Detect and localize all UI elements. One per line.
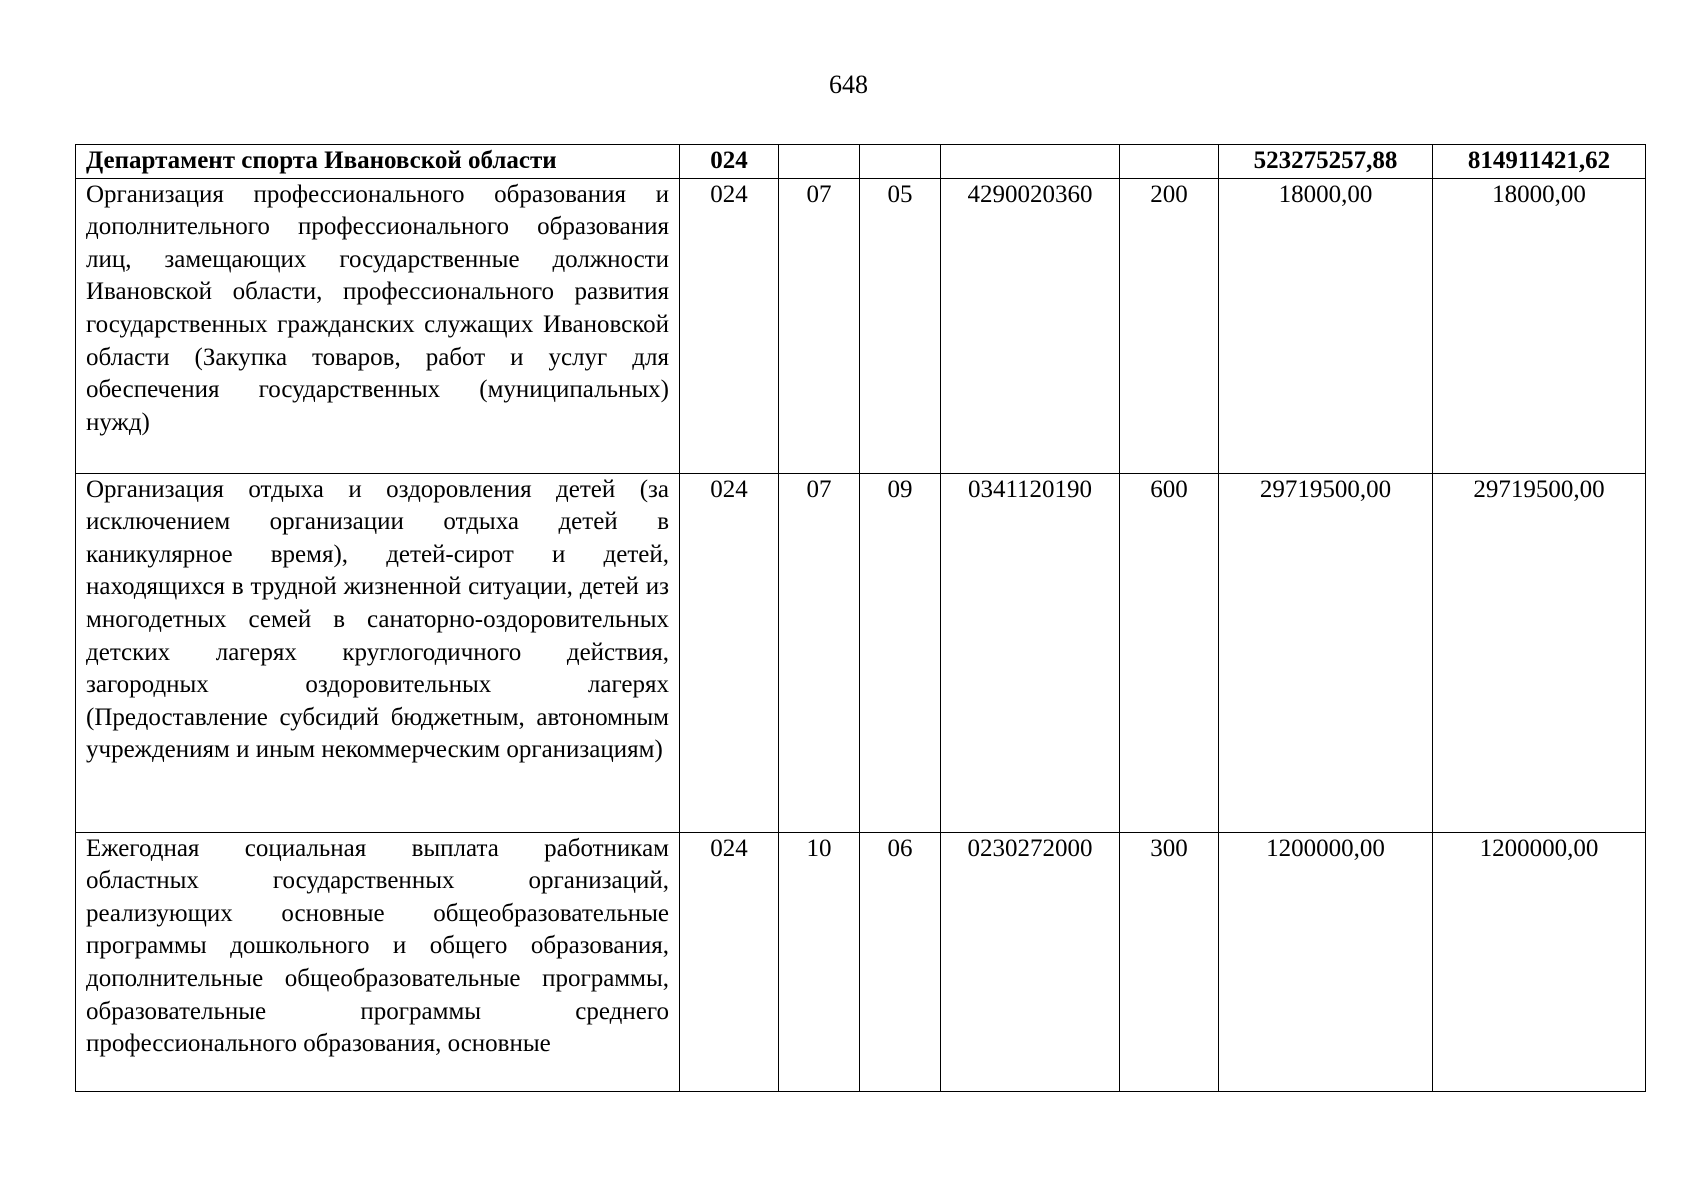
- row-subsection: 05: [860, 178, 941, 473]
- row-description: Организация профессионального образования и дополнительного профессионального образования лиц, замещающих государственные должности Ивановской области, профессионального развития государственных гражданских служащих Ивановской области (Закупка товаров, работ и услуг для обеспечения государственных (муниципальных) нужд): [76, 178, 680, 473]
- row-subsection: 09: [860, 473, 941, 832]
- row-target: 0341120190: [941, 473, 1120, 832]
- row-section: 10: [779, 832, 860, 1091]
- amount-2-total: 814911421,62: [1433, 145, 1646, 179]
- subsection-cell: [860, 145, 941, 179]
- row-description: Организация отдыха и оздоровления детей (за исключением организации отдыха детей в каникулярное время), детей-сирот и детей, находящихся в трудной жизненной ситуации, детей из многодетных семей в санаторно-оздоровительных детских лагерях круглогодичного действия, загородных оздоровительных лагерях (Предоставление субсидий бюджетным, автономным учреждениям и иным некоммерческим организациям): [76, 473, 680, 832]
- expense-type-cell: [1120, 145, 1219, 179]
- row-target: 4290020360: [941, 178, 1120, 473]
- page-number: 648: [829, 70, 868, 99]
- row-amount-1: 18000,00: [1219, 178, 1433, 473]
- row-code: 024: [680, 473, 779, 832]
- department-name: Департамент спорта Ивановской области: [76, 145, 680, 179]
- table-row: [76, 832, 1646, 1091]
- budget-table: [75, 144, 1646, 1092]
- table-header-row: [76, 145, 1646, 179]
- row-expense-type: 300: [1120, 832, 1219, 1091]
- row-section: 07: [779, 178, 860, 473]
- row-code: 024: [680, 832, 779, 1091]
- row-target: 0230272000: [941, 832, 1120, 1091]
- table-row: [76, 178, 1646, 473]
- department-code: 024: [680, 145, 779, 179]
- row-amount-1: 29719500,00: [1219, 473, 1433, 832]
- amount-1-total: 523275257,88: [1219, 145, 1433, 179]
- row-expense-type: 600: [1120, 473, 1219, 832]
- row-description: Ежегодная социальная выплата работникам областных государственных организаций, реализующих основные общеобразовательные программы дошкольного и общего образования, дополнительные общеобразовательные программы, образовательные программы среднего профессионального образования, основные: [76, 832, 680, 1091]
- section-cell: [779, 145, 860, 179]
- row-amount-2: 1200000,00: [1433, 832, 1646, 1091]
- table-row: [76, 473, 1646, 832]
- row-expense-type: 200: [1120, 178, 1219, 473]
- row-section: 07: [779, 473, 860, 832]
- target-article-cell: [941, 145, 1120, 179]
- row-code: 024: [680, 178, 779, 473]
- row-amount-1: 1200000,00: [1219, 832, 1433, 1091]
- row-subsection: 06: [860, 832, 941, 1091]
- row-amount-2: 18000,00: [1433, 178, 1646, 473]
- row-amount-2: 29719500,00: [1433, 473, 1646, 832]
